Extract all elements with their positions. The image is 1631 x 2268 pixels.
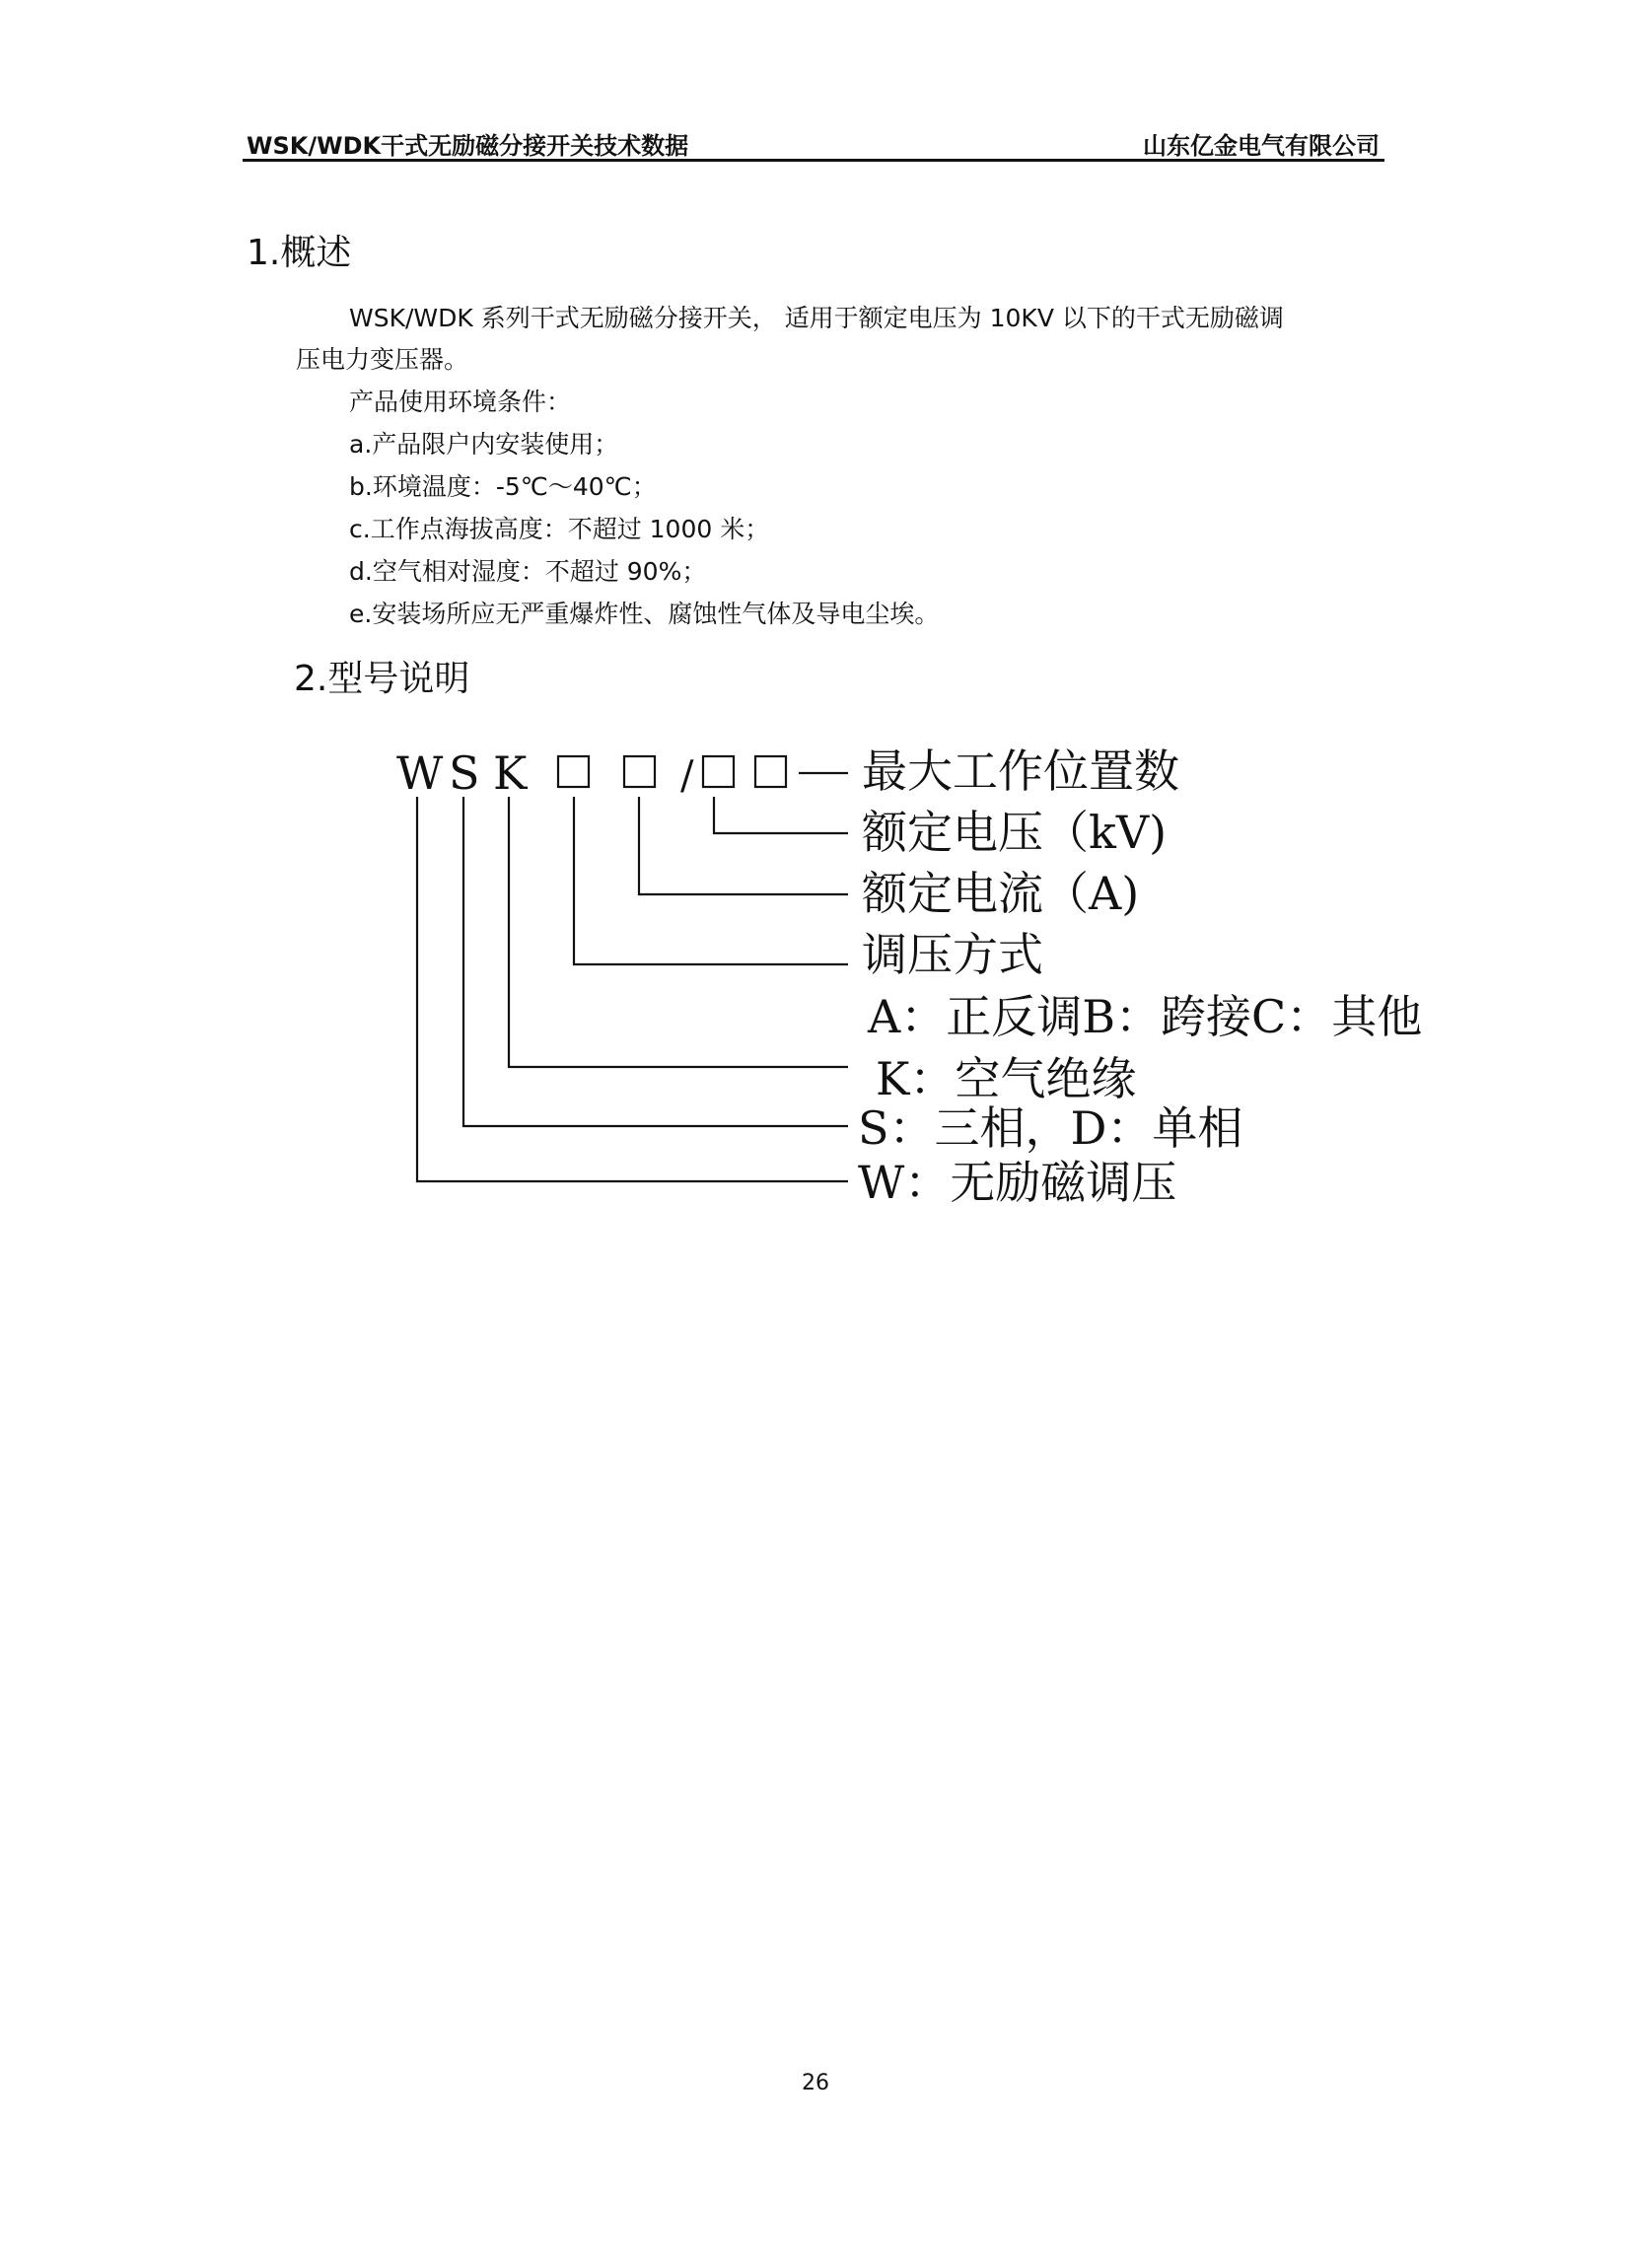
condition-item: a.产品限户内安装使用； [349, 430, 619, 459]
conditions-heading: 产品使用环境条件： [349, 388, 572, 416]
section-2-heading: 2.型号说明 [294, 659, 470, 699]
condition-item: c.工作点海拔高度：不超过 1000 米； [349, 515, 770, 543]
condition-item: d.空气相对湿度：不超过 90%； [349, 557, 707, 586]
section-1-heading: 1.概述 [247, 233, 352, 273]
code-box-regulation-mode [558, 756, 589, 787]
label-regulation-options: A：正反调B：跨接C：其他 [868, 990, 1423, 1043]
code-letter-s: S [449, 746, 480, 800]
label-max-positions: 最大工作位置数 [862, 744, 1179, 798]
label-rated-voltage: 额定电压（kV) [862, 806, 1168, 859]
code-letter-w: W [396, 746, 444, 800]
label-rated-current: 额定电流（A) [862, 867, 1140, 920]
leader-type [417, 797, 848, 1181]
condition-item: b.环境温度：-5℃～40℃； [349, 472, 657, 501]
leader-regulation-mode [574, 797, 848, 964]
leader-phase [463, 797, 848, 1126]
label-regulation-mode: 调压方式 [862, 928, 1043, 981]
label-phase: S：三相，D：单相 [858, 1101, 1243, 1155]
page-number: 26 [802, 2071, 829, 2095]
intro-paragraph-line-1: WSK/WDK 系列干式无励磁分接开关， 适用于额定电压为 10KV 以下的干式无励磁调 [349, 304, 1284, 332]
leader-rated-current [639, 797, 848, 894]
leader-insulation [509, 797, 848, 1067]
code-box-max-positions [755, 756, 786, 787]
code-box-rated-current [624, 756, 655, 787]
label-type: W：无励磁调压 [858, 1156, 1177, 1209]
leader-rated-voltage [714, 797, 848, 833]
code-slash: / [680, 753, 694, 799]
condition-item: e.安装场所应无严重爆炸性、腐蚀性气体及导电尘埃。 [349, 600, 940, 628]
code-box-rated-voltage [703, 756, 734, 787]
label-insulation: K：空气绝缘 [876, 1052, 1137, 1105]
intro-paragraph-line-2: 压电力变压器。 [296, 345, 469, 374]
code-letter-k: K [493, 746, 528, 800]
header-company-name: 山东亿金电气有限公司 [1143, 132, 1380, 160]
header-document-title: WSK/WDK干式无励磁分接开关技术数据 [247, 132, 689, 160]
